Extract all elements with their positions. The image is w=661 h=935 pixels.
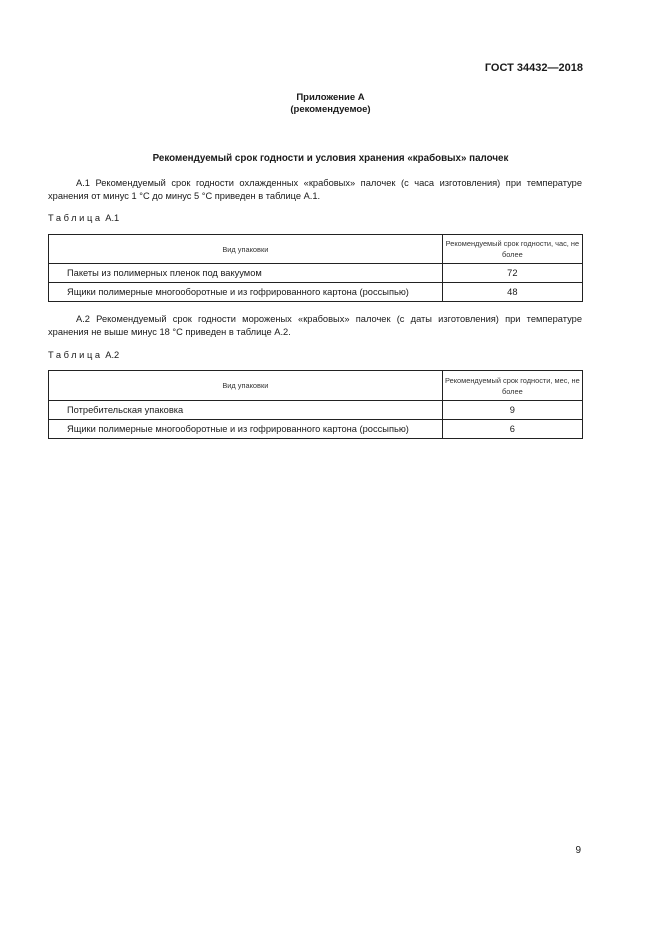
section-heading: Рекомендуемый срок годности и условия хранения «крабовых» палочек — [152, 153, 509, 164]
packaging-cell: Потребительская упаковка — [49, 401, 443, 420]
column-header-shelf-life: Рекомендуемый срок годности, час, не более — [442, 235, 582, 264]
standard-code: ГОСТ 34432—2018 — [484, 62, 583, 74]
table-a2 — [48, 370, 583, 439]
table-number: А.2 — [105, 350, 120, 360]
packaging-cell: Пакеты из полимерных пленок под вакуумом — [49, 264, 443, 283]
paragraph-a1: А.1 Рекомендуемый срок годности охлажденных «крабовых» палочек (с часа изготовления) при температуре хранения от минус 1 °С до минус 5 °С приведен в таблице А.1. — [48, 178, 582, 201]
page-number: 9 — [575, 845, 581, 856]
column-header-packaging: Вид упаковки — [49, 235, 443, 264]
packaging-cell: Ящики полимерные многооборотные и из гофрированного картона (россыпью) — [49, 420, 443, 439]
shelf-life-cell: 9 — [442, 401, 582, 420]
paragraph-a2: А.2 Рекомендуемый срок годности мороженых «крабовых» палочек (с даты изготовления) при температуре хранения не выше минус 18 °С приведен в таблице А.2. — [48, 314, 582, 337]
appendix-title: Приложение А — [296, 92, 365, 103]
packaging-cell: Ящики полимерные многооборотные и из гофрированного картона (россыпью) — [49, 283, 443, 302]
column-header-shelf-life: Рекомендуемый срок годности, мес, не более — [442, 371, 582, 401]
shelf-life-cell: 72 — [442, 264, 582, 283]
table-word: Таблица — [48, 213, 103, 223]
table-row — [49, 264, 583, 283]
table-a2-label — [48, 350, 119, 360]
table-row — [49, 283, 583, 302]
table-header-row — [49, 235, 583, 264]
shelf-life-cell: 6 — [442, 420, 582, 439]
column-header-packaging: Вид упаковки — [49, 371, 443, 401]
table-a1 — [48, 234, 583, 302]
appendix-status: (рекомендуемое) — [290, 104, 371, 115]
table-row — [49, 420, 583, 439]
table-word: Таблица — [48, 350, 103, 360]
table-row — [49, 401, 583, 420]
shelf-life-cell: 48 — [442, 283, 582, 302]
table-number: А.1 — [105, 213, 120, 223]
table-header-row — [49, 371, 583, 401]
table-a1-label — [48, 213, 119, 223]
